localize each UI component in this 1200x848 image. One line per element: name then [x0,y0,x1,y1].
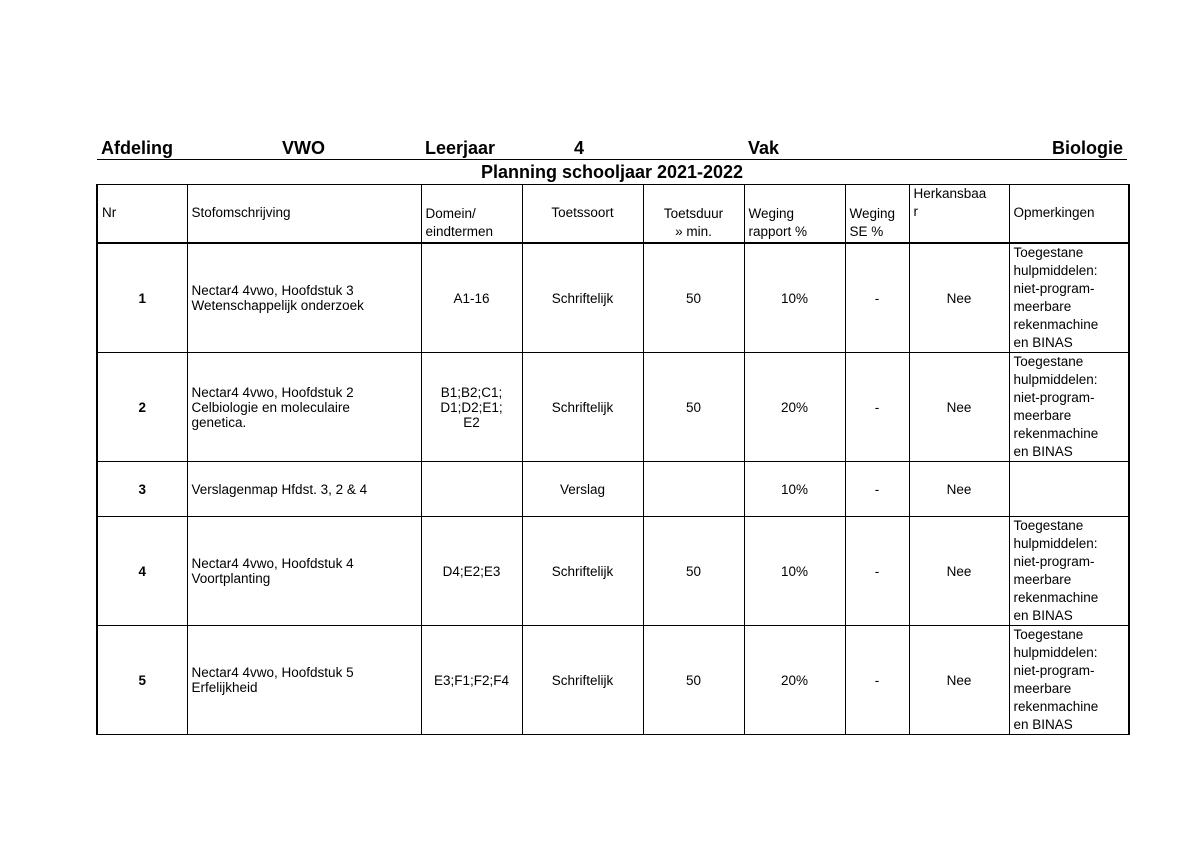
cell-opmerkingen: Toegestane hulpmiddelen: niet-program- meerbare rekenmachine en BINAS [1009,517,1129,626]
cell-herkansbaar: Nee [909,353,1009,462]
cell-weging-se: - [845,517,909,626]
cell-weging-se: - [845,243,909,353]
document-header [97,137,1127,160]
vak-value: Biologie [1052,138,1123,158]
cell-stof: Nectar4 4vwo, Hoofdstuk 3 Wetenschappelijk onderzoek [187,243,421,353]
cell-opmerkingen: Toegestane hulpmiddelen: niet-program- meerbare rekenmachine en BINAS [1009,353,1129,462]
cell-nr: 3 [97,462,187,517]
cell-toetssoort: Schriftelijk [522,243,643,353]
cell-nr: 1 [97,243,187,353]
cell-weging-se: - [845,353,909,462]
cell-weging-rapport: 10% [744,517,845,626]
cell-toetsduur [643,462,744,517]
cell-weging-se: - [845,626,909,735]
table-row [97,626,1129,735]
cell-toetsduur: 50 [643,626,744,735]
table-header-row [97,185,1129,244]
col-header-nr: Nr [97,185,187,244]
cell-nr: 5 [97,626,187,735]
cell-herkansbaar: Nee [909,462,1009,517]
col-header-toetssoort: Toetssoort [522,185,643,244]
cell-herkansbaar: Nee [909,626,1009,735]
cell-nr: 4 [97,517,187,626]
table-row [97,243,1129,353]
col-header-herkansbaar: Herkansbaa r [909,185,1009,244]
col-header-domein: Domein/ eindtermen [421,185,522,244]
col-header-stof: Stofomschrijving [187,185,421,244]
cell-toetsduur: 50 [643,243,744,353]
cell-toetssoort: Schriftelijk [522,626,643,735]
cell-opmerkingen: Toegestane hulpmiddelen: niet-program- meerbare rekenmachine en BINAS [1009,243,1129,353]
page-title: Planning schooljaar 2021-2022 [480,162,744,182]
cell-stof: Nectar4 4vwo, Hoofdstuk 4 Voortplanting [187,517,421,626]
col-header-opmerkingen: Opmerkingen [1009,185,1129,244]
cell-herkansbaar: Nee [909,517,1009,626]
cell-opmerkingen: Toegestane hulpmiddelen: niet-program- meerbare rekenmachine en BINAS [1009,626,1129,735]
cell-weging-rapport: 10% [744,243,845,353]
afdeling-label: Afdeling [101,138,173,158]
cell-domein: E3;F1;F2;F4 [421,626,522,735]
cell-domein: D4;E2;E3 [421,517,522,626]
col-header-weging-rapport: Weging rapport % [744,185,845,244]
cell-toetssoort: Schriftelijk [522,517,643,626]
cell-stof: Verslagenmap Hfdst. 3, 2 & 4 [187,462,421,517]
cell-weging-rapport: 10% [744,462,845,517]
afdeling-value: VWO [282,138,325,158]
cell-domein: A1-16 [421,243,522,353]
planning-table [96,184,1130,735]
leerjaar-value: 4 [574,138,585,158]
cell-weging-rapport: 20% [744,626,845,735]
cell-toetssoort: Schriftelijk [522,353,643,462]
table-row [97,517,1129,626]
cell-toetssoort: Verslag [522,462,643,517]
cell-domein [421,462,522,517]
col-header-weging-se: Weging SE % [845,185,909,244]
table-row [97,462,1129,517]
cell-nr: 2 [97,353,187,462]
cell-weging-rapport: 20% [744,353,845,462]
vak-label: Vak [748,138,780,158]
cell-weging-se: - [845,462,909,517]
cell-opmerkingen [1009,462,1129,517]
table-row [97,353,1129,462]
cell-toetsduur: 50 [643,517,744,626]
cell-stof: Nectar4 4vwo, Hoofdstuk 2 Celbiologie en moleculaire genetica. [187,353,421,462]
leerjaar-label: Leerjaar [425,138,496,158]
cell-stof: Nectar4 4vwo, Hoofdstuk 5 Erfelijkheid [187,626,421,735]
col-header-toetsduur: Toetsduur » min. [643,185,744,244]
cell-toetsduur: 50 [643,353,744,462]
cell-domein: B1;B2;C1; D1;D2;E1; E2 [421,353,522,462]
cell-herkansbaar: Nee [909,243,1009,353]
